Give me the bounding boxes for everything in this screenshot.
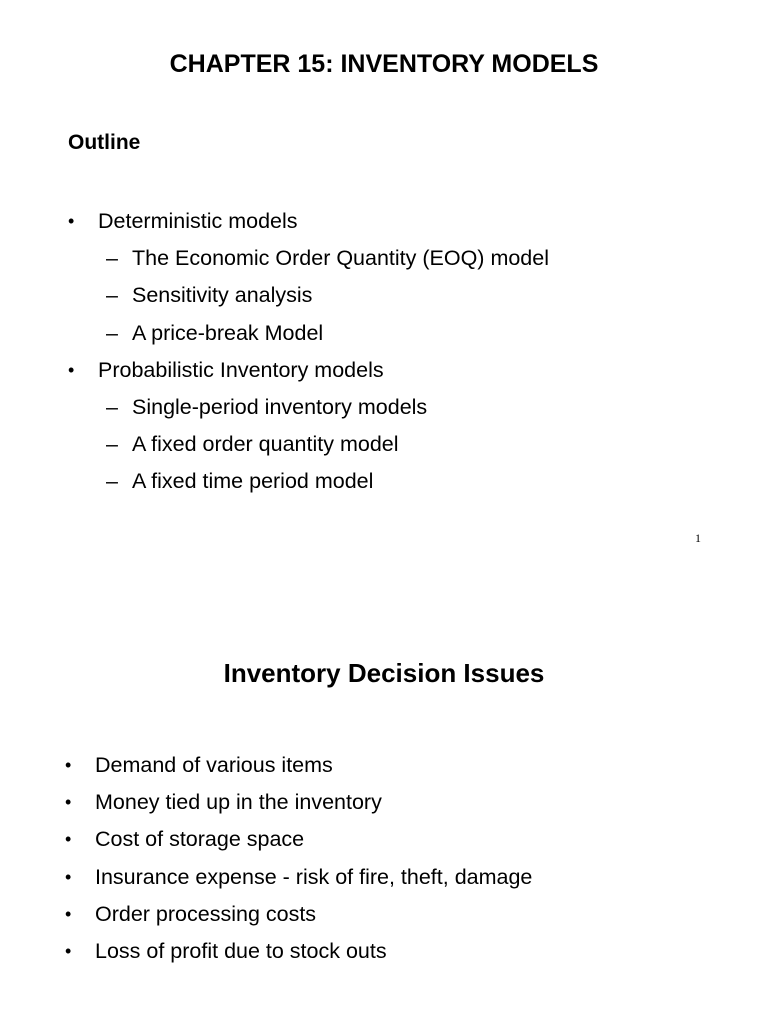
dash-icon: – [106,283,118,308]
dash-icon: – [106,320,118,345]
issue-item-label: Cost of storage space [95,827,305,852]
outline-subitem [98,463,748,500]
outline-item-label: Probabilistic Inventory models [98,357,384,382]
outline-item [68,203,748,352]
outline-list [68,203,748,501]
outline-subitem-label: A fixed time period model [132,469,374,494]
dash-icon: – [106,395,118,420]
issue-item [65,784,755,821]
outline-subitem-label: A price-break Model [132,320,324,345]
bullet-icon: • [68,359,75,380]
issue-item [65,821,755,858]
outline-sublist [98,389,748,501]
issues-list [65,747,755,970]
bullet-icon: • [65,941,72,962]
page-number: 1 [695,531,701,545]
issue-item [65,896,755,933]
bullet-icon: • [68,211,75,231]
outline-subitem [98,315,748,352]
outline-subitem [98,389,748,426]
outline-subitem-label: The Economic Order Quantity (EOQ) model [132,246,550,271]
dash-icon: – [106,469,118,494]
outline-subitem [98,240,748,277]
dash-icon: – [106,432,118,457]
outline-subitem [98,277,748,314]
issue-item-label: Demand of various items [95,753,333,777]
outline-item [68,352,748,501]
issue-item-label: Loss of profit due to stock outs [95,939,387,964]
issue-item-label: Insurance expense - risk of fire, theft, damage [95,864,533,889]
dash-icon: – [106,246,118,271]
bullet-icon: • [65,866,72,887]
bullet-icon: • [65,792,72,813]
slide-title: CHAPTER 15: INVENTORY MODELS [169,50,599,78]
outline-subitem [98,426,748,463]
slide-title: Inventory Decision Issues [223,658,545,688]
bullet-icon: • [65,755,72,775]
issue-item-label: Order processing costs [95,901,317,926]
bullet-icon: • [65,829,72,850]
outline-subitem-label: Single-period inventory models [132,395,428,420]
outline-subitem-label: Sensitivity analysis [132,283,313,308]
bullet-icon: • [65,903,72,924]
issue-item [65,747,755,784]
outline-item-label: Deterministic models [98,209,298,233]
outline-sublist [98,240,748,352]
issue-item-label: Money tied up in the inventory [95,790,382,815]
issue-item [65,859,755,896]
outline-heading: Outline [68,131,141,154]
issue-item [65,933,755,970]
slide-decision-issues [0,560,768,1024]
outline-subitem-label: A fixed order quantity model [132,432,399,457]
